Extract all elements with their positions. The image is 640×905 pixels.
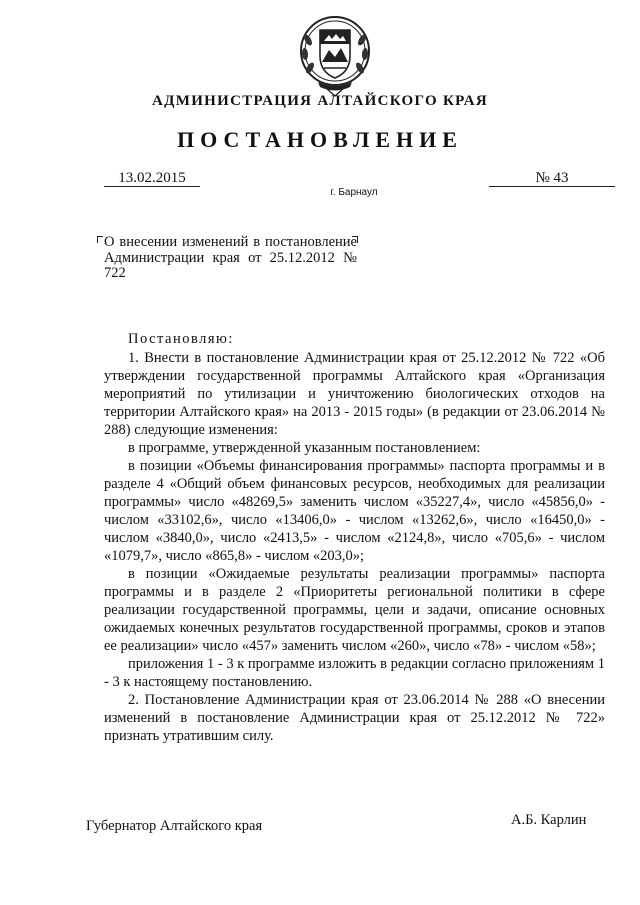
signature-name: А.Б. Карлин	[511, 812, 587, 828]
body-paragraph: 2. Постановление Администрации края от 23.06.2014 № 288 «О внесении изменений в постановление Администрации края от 25.12.2012 № 722» признать утратившим силу.	[104, 692, 605, 744]
document-date: 13.02.2015	[104, 170, 200, 187]
organization-title: АДМИНИСТРАЦИЯ АЛТАЙСКОГО КРАЯ	[152, 93, 488, 109]
document-body	[104, 330, 605, 745]
body-paragraph: приложения 1 - 3 к программе изложить в редакции согласно приложениям 1 - 3 к настоящему постановлению.	[104, 656, 605, 690]
body-paragraph: в позиции «Объемы финансирования программы» паспорта программы и в разделе 4 «Общий объем финансовых ресурсов, необходимых для реализации программы» число «48269,5» заменить числом «35227,4», число «45856,0» - числом «33102,6», число «13406,0» - числом «13262,6», число «16450,0» - числом «3840,0», число «2413,5» - числом «2124,8», число «705,6» - числом «1079,7», число «865,8» - числом «203,0»;	[104, 458, 605, 564]
document-city: г. Барнаул	[330, 187, 378, 198]
subject-left-bracket	[97, 236, 103, 243]
resolve-heading: Постановляю:	[128, 331, 234, 347]
document-number: № 43	[489, 170, 615, 187]
body-paragraph: в позиции «Ожидаемые результаты реализации программы» паспорта программы и в разделе 2 «Приоритеты региональной политики в сфере реализации государственной программы, цели и задачи, описание основных ожидаемых конечных результатов государственной программы, сроков и этапов ее реализации» число «457» заменить числом «260», число «78» - числом «58»;	[104, 566, 605, 654]
coat-of-arms-icon	[296, 10, 374, 98]
signature-title: Губернатор Алтайского края	[86, 818, 263, 834]
document-subject: О внесении изменений в постановление Администрации края от 25.12.2012 № 722	[104, 234, 357, 281]
document-type-title: ПОСТАНОВЛЕНИЕ	[177, 127, 463, 152]
body-paragraph: 1. Внести в постановление Администрации края от 25.12.2012 № 722 «Об утверждении государственной программы Алтайского края «Организация мероприятий по утилизации и уничтожению биологических отходов на территории Алтайского края» на 2013 - 2015 годы» (в редакции от 23.06.2014 № 288) следующие изменения:	[104, 350, 605, 438]
body-paragraph: в программе, утвержденной указанным постановлением:	[128, 440, 481, 456]
